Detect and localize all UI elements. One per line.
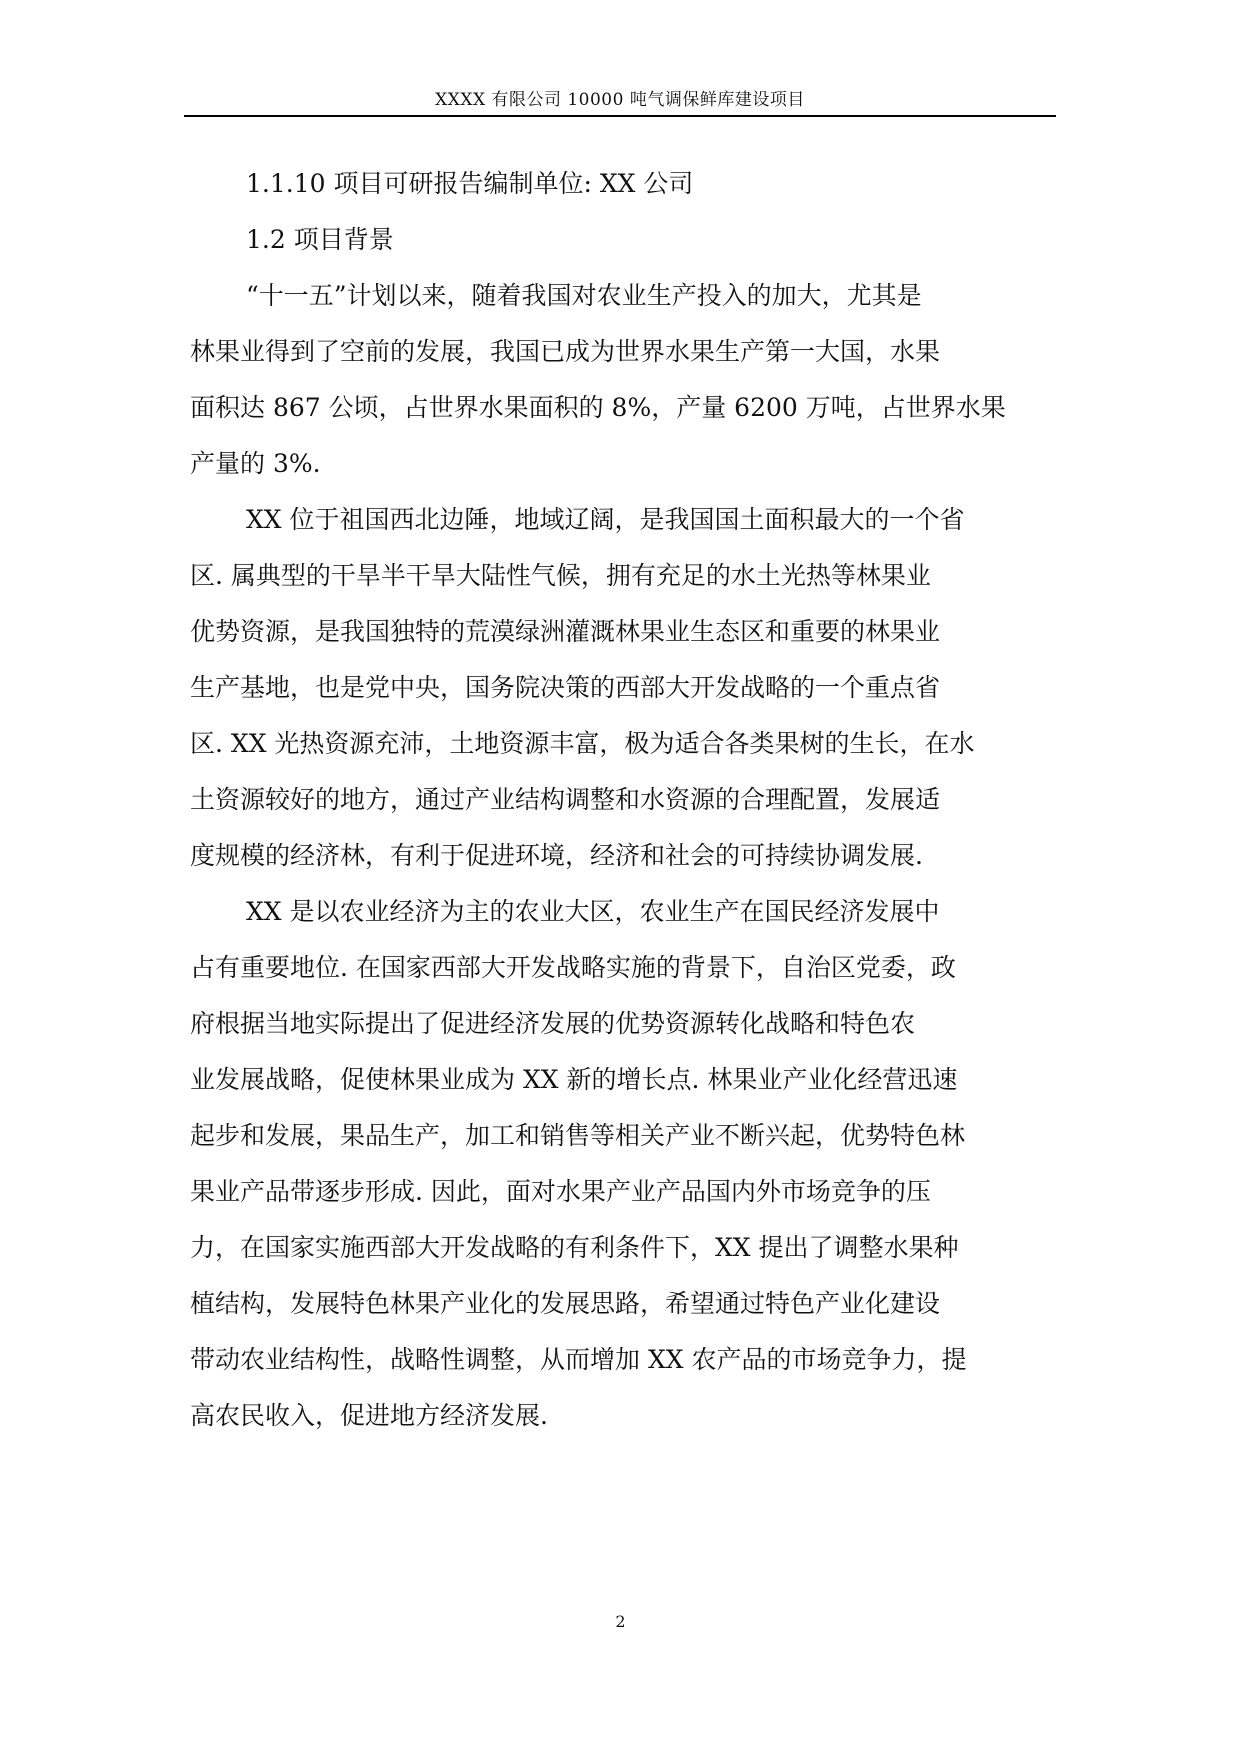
page-number: 2 [615, 1612, 626, 1631]
paragraph-line: 土资源较好的地方，通过产业结构调整和水资源的合理配置，发展适 [190, 785, 941, 814]
paragraph-line: 起步和发展，果品生产，加工和销售等相关产业不断兴起，优势特色林 [190, 1121, 966, 1150]
paragraph-line: 度规模的经济林，有利于促进环境，经济和社会的可持续协调发展. [190, 841, 923, 870]
paragraph-line: 占有重要地位. 在国家西部大开发战略实施的背景下，自治区党委，政 [190, 953, 956, 982]
page-header: XXXX 有限公司 10000 吨气调保鲜库建设项目 [435, 90, 805, 110]
paragraph-line: XX 是以农业经济为主的农业大区，农业生产在国民经济发展中 [246, 897, 940, 926]
header-divider [184, 115, 1056, 117]
paragraph-line: 区. 属典型的干旱半干旱大陆性气候，拥有充足的水土光热等林果业 [190, 561, 931, 590]
paragraph-line: 高农民收入，促进地方经济发展. [190, 1401, 548, 1430]
paragraph-line: 产量的 3%. [190, 449, 321, 478]
section-heading-compiler: 1.1.10 项目可研报告编制单位: XX 公司 [246, 169, 694, 198]
paragraph-line: 面积达 867 公顷，占世界水果面积的 8%，产量 6200 万吨，占世界水果 [190, 393, 1006, 422]
paragraph-line: “十一五”计划以来，随着我国对农业生产投入的加大，尤其是 [246, 281, 922, 310]
paragraph-line: 区. XX 光热资源充沛，土地资源丰富，极为适合各类果树的生长，在水 [190, 729, 975, 758]
paragraph-line: 果业产品带逐步形成. 因此，面对水果产业产品国内外市场竞争的压 [190, 1177, 931, 1206]
paragraph-line: 林果业得到了空前的发展，我国已成为世界水果生产第一大国，水果 [190, 337, 941, 366]
paragraph-line: 带动农业结构性，战略性调整，从而增加 XX 农产品的市场竞争力，提 [190, 1345, 967, 1374]
paragraph-line: 优势资源，是我国独特的荒漠绿洲灌溉林果业生态区和重要的林果业 [190, 617, 941, 646]
paragraph-line: XX 位于祖国西北边陲，地域辽阔，是我国国土面积最大的一个省 [246, 505, 965, 534]
paragraph-line: 府根据当地实际提出了促进经济发展的优势资源转化战略和特色农 [190, 1009, 916, 1038]
paragraph-line: 力，在国家实施西部大开发战略的有利条件下，XX 提出了调整水果种 [190, 1233, 959, 1262]
paragraph-line: 业发展战略，促使林果业成为 XX 新的增长点. 林果业产业化经营迅速 [190, 1065, 958, 1094]
paragraph-line: 生产基地，也是党中央，国务院决策的西部大开发战略的一个重点省 [190, 673, 941, 702]
section-heading-background: 1.2 项目背景 [246, 225, 394, 254]
paragraph-line: 植结构，发展特色林果产业化的发展思路，希望通过特色产业化建设 [190, 1289, 941, 1318]
